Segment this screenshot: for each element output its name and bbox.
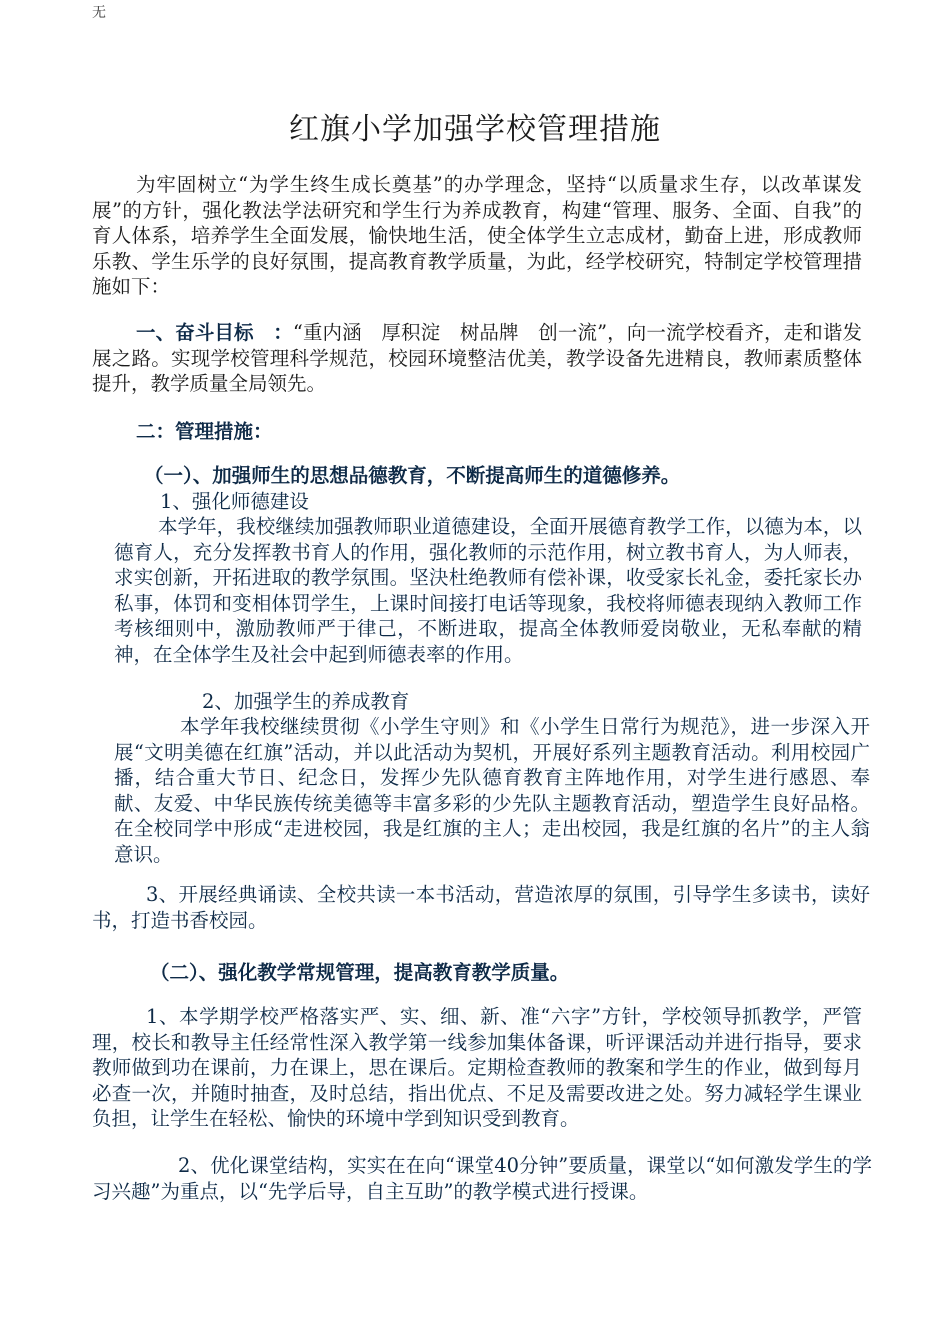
section1-item2-text: 本学年我校继续贯彻《小学生守则》和《小学生日常行为规范》，进一步深入开展“文明美德在红旗”活动，并以此活动为契机，开展好系列主题教育活动。利用校园广播，结合重大节日、纪念日，发挥少先队德育教育主阵地作用，对学生进行感恩、奉献、友爱、中华民族传统美德等丰富多彩的少先队主题教育活动，塑造学生良好品格。在全校同学中形成“走进校园，我是红旗的主人；走出校园，我是红旗的名片”的主人翁意识。 bbox=[114, 715, 870, 866]
section1-item1-text: 本学年，我校继续加强教师职业道德建设，全面开展德育教学工作，以德为本，以德育人，充分发挥教书育人的作用，强化教师的示范作用，树立教书育人，为人师表，求实创新，开拓进取的教学氛围。坚決杜绝教师有偿补课，收受家长礼金，委托家长办私事，体罚和变相体罚学生，上课时间接打电话等现象，我校将师德表现纳入教师工作考核细则中，激励教师严于律己，不断进取，提高全体教师爱岗敬业，无私奉献的精神，在全体学生及社会中起到师德表率的作用。 bbox=[114, 515, 862, 666]
section1-item2-title: 2、加强学生的养成教育 bbox=[202, 690, 410, 713]
section2-heading: （二）、强化教学常规管理，提高教育教学质量。 bbox=[150, 961, 570, 984]
section2-item2-text: 2、优化课堂结构，实实在在向“课堂40分钟”要质量，课堂以“如何激发学生的学习兴趣”为重点，以“先学后导，自主互助”的教学模式进行授课。 bbox=[92, 1154, 872, 1203]
goal-text: “重内涵 厚积淀 树品牌 创一流”，向一流学校看齐，走和谐发展之路。实现学校管理科学规范，校园环境整洁优美，教学设备先进精良，教师素质整体提升，教学质量全局领先。 bbox=[92, 321, 862, 395]
header-mark: 无 bbox=[92, 5, 106, 21]
goal-paragraph bbox=[92, 320, 862, 397]
section1-item3-text: 3、开展经典诵读、全校共读一本书活动，营造浓厚的氛围，引导学生多读书，读好书，打造书香校园。 bbox=[92, 883, 870, 932]
measures-heading: 二：管理措施： bbox=[136, 420, 273, 443]
document-title: 红旗小学加强学校管理措施 bbox=[289, 112, 661, 147]
section1-heading: （一）、加强师生的思想品德教育，不断提高师生的道德修养。 bbox=[144, 464, 681, 487]
section1-item1-title: 1、强化师德建设 bbox=[160, 490, 309, 513]
intro-paragraph: 为牢固树立“为学生终生成长奠基”的办学理念，坚持“以质量求生存，以改革谋发展”的方针，强化教法学法研究和学生行为养成教育，构建“管理、服务、全面、自我”的育人体系，培养学生全面发展，愉快地生活，使全体学生立志成材，勤奋上进，形成教师乐教、学生乐学的良好氛围，提高教育教学质量，为此，经学校研究，特制定学校管理措施如下： bbox=[92, 173, 862, 298]
goal-heading: 一、奋斗目标 ： bbox=[136, 321, 293, 344]
section2-item1-text: 1、本学期学校严格落实严、实、细、新、准“六字”方针，学校领导抓教学，严管理，校长和教导主任经常性深入教学第一线参加集体备课，听评课活动并进行指导，要求教师做到功在课前，力在课上，思在课后。定期检查教师的教案和学生的作业，做到每月必查一次，并随时抽查，及时总结，指出优点、不足及需要改进之处。努力减轻学生课业负担，让学生在轻松、愉快的环境中学到知识受到教育。 bbox=[92, 1005, 862, 1130]
